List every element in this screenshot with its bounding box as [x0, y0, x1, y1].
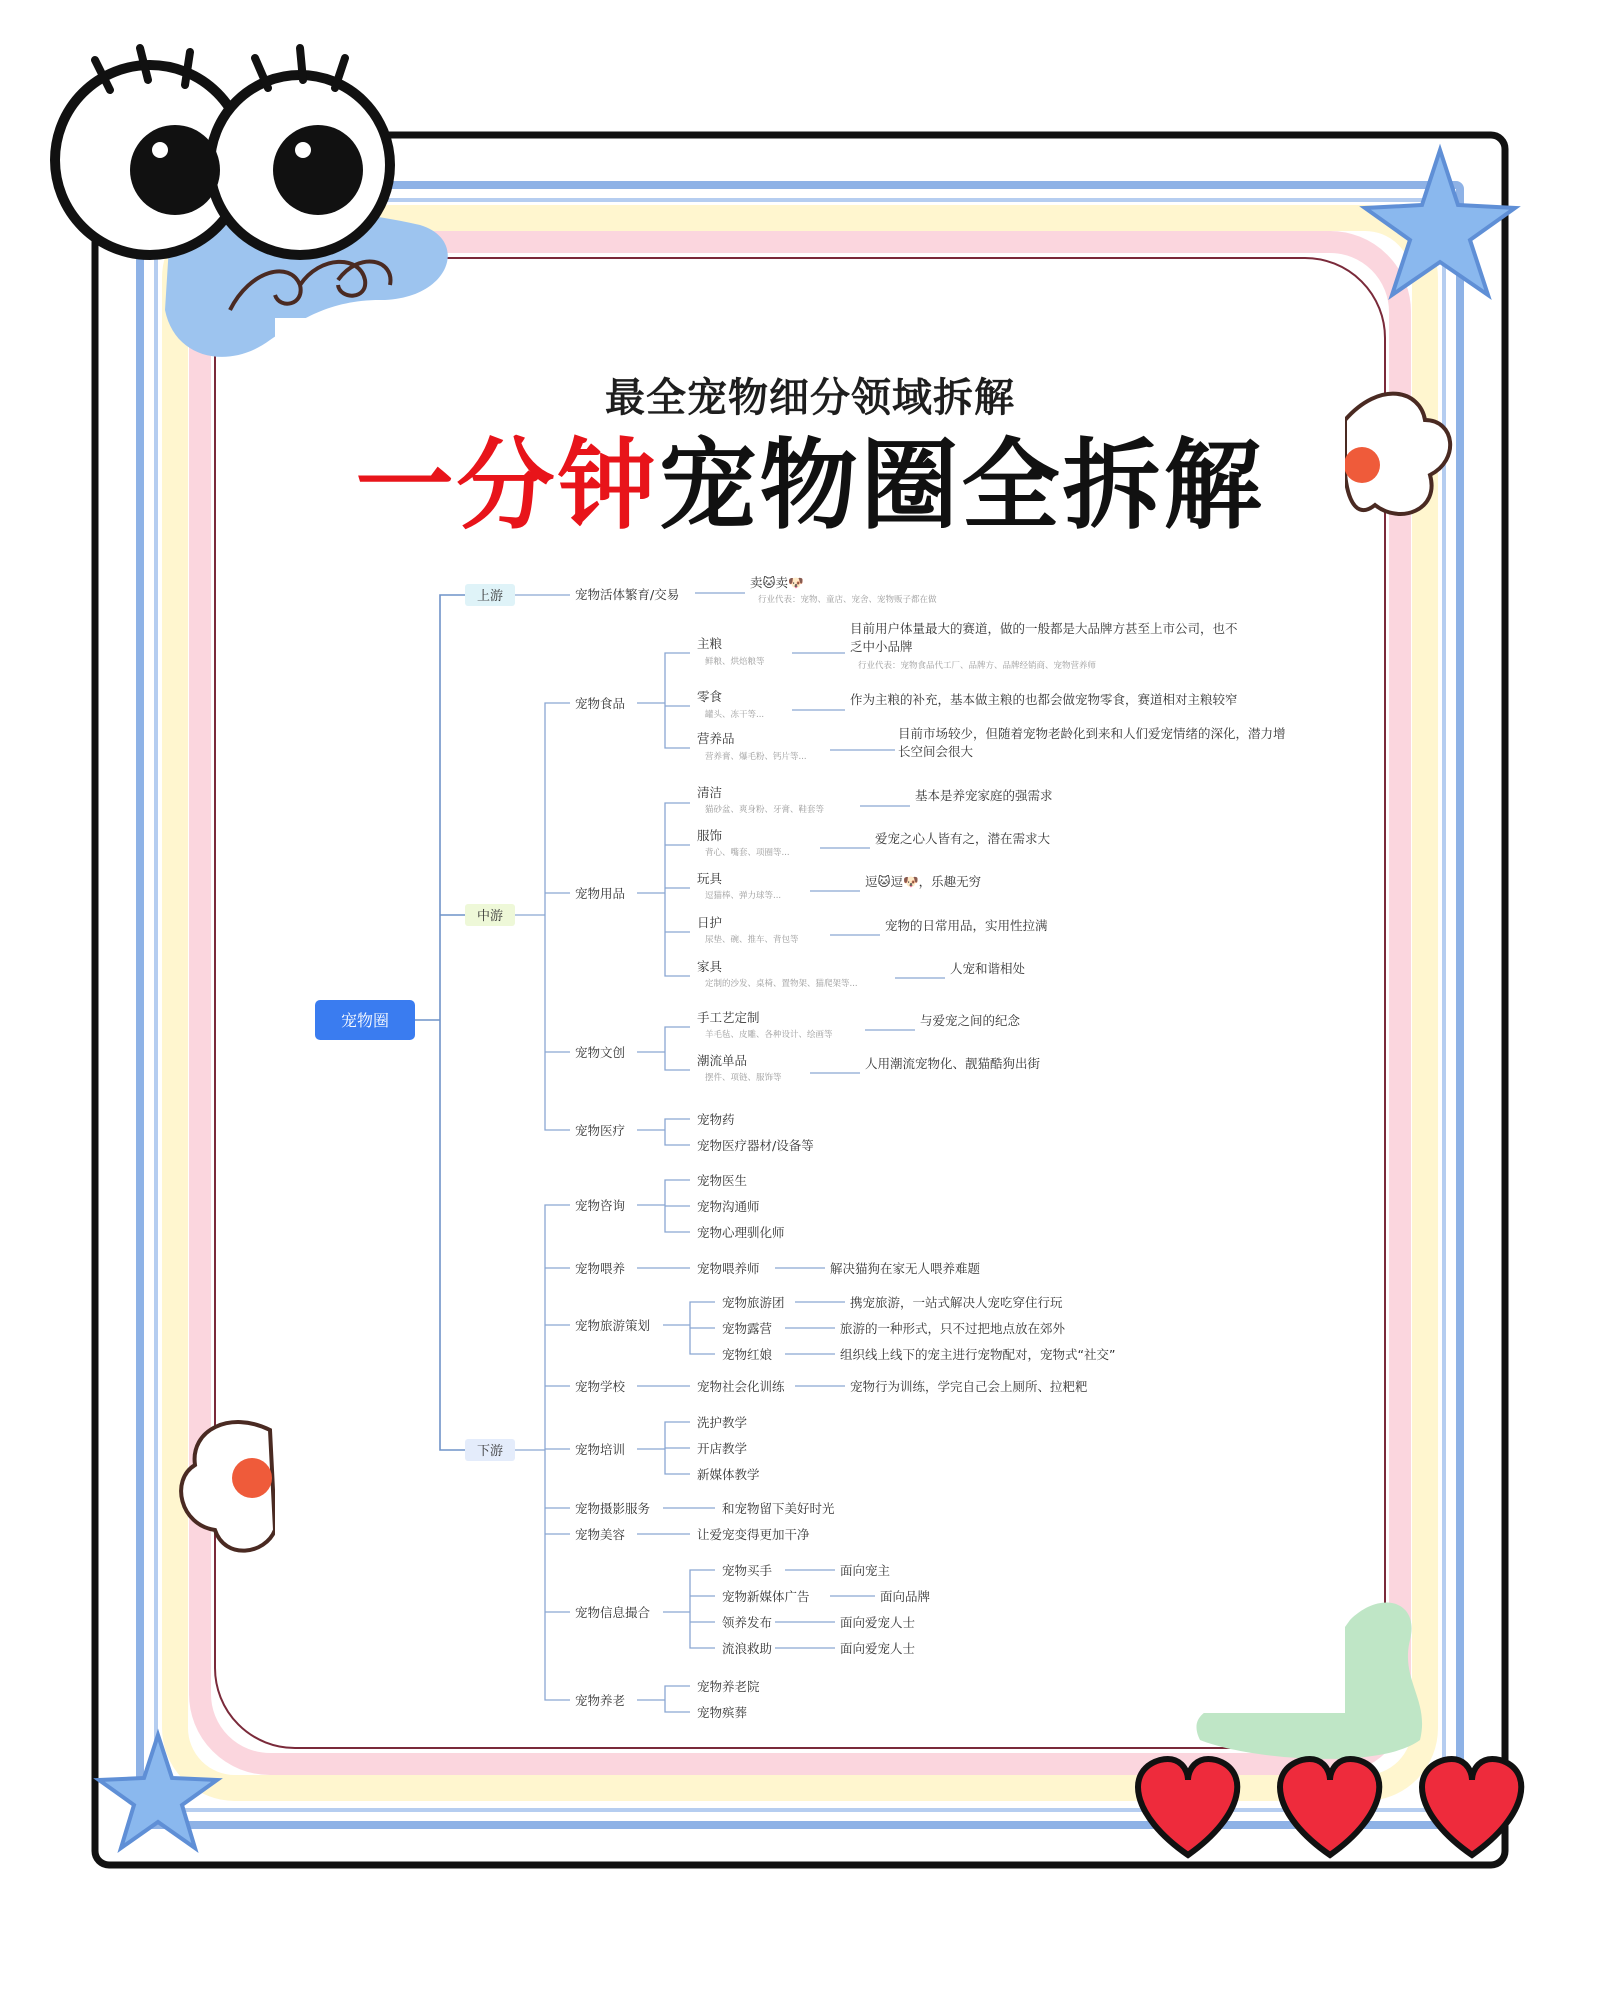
- note-daily-care: 宠物的日常用品，实用性拉满: [885, 918, 1048, 933]
- node-supplies: 宠物用品: [575, 886, 626, 901]
- leaf-new-media-ad: 宠物新媒体广告: [722, 1589, 810, 1604]
- node-beauty: 宠物美容: [575, 1527, 626, 1542]
- sub-trendy: 摆件、项链、服饰等: [705, 1073, 782, 1083]
- sub-furniture: 定制的沙发、桌椅、置物架、猫爬架等...: [705, 979, 858, 989]
- note-snack: 作为主粮的补充，基本做主粮的也都会做宠物零食，赛道相对主粮较窄: [850, 692, 1238, 707]
- node-info: 宠物信息撮合: [575, 1605, 651, 1620]
- note-tour-group: 携宠旅游，一站式解决人宠吃穿住行玩: [850, 1295, 1063, 1310]
- leaf-psychology: 宠物心理驯化师: [697, 1225, 785, 1240]
- leaf-feeder: 宠物喂养师: [697, 1261, 760, 1276]
- node-travel: 宠物旅游策划: [575, 1318, 651, 1333]
- leaf-snack: 零食: [697, 689, 723, 704]
- leaf-buyer: 宠物买手: [722, 1563, 773, 1578]
- midstream-label: 中游: [476, 909, 504, 924]
- note-furniture: 人宠和谐相处: [950, 961, 1026, 976]
- sub-snack: 罐头、冻干等...: [705, 710, 765, 720]
- note-breeding: 卖🐱卖🐶: [750, 575, 804, 590]
- note-supplement: 目前市场较少，但随着宠物老龄化到来和人们爱宠情绪的深化，潜力增: [898, 726, 1286, 741]
- leaf-trendy: 潮流单品: [697, 1053, 748, 1068]
- leaf-media-teaching: 新媒体教学: [697, 1467, 760, 1482]
- note-cleaning: 基本是养宠家庭的强需求: [915, 788, 1053, 803]
- leaf-medicine: 宠物药: [697, 1112, 735, 1127]
- leaf-medical-equipment: 宠物医疗器材/设备等: [697, 1138, 814, 1153]
- node-creative: 宠物文创: [575, 1045, 626, 1060]
- note-buyer: 面向宠主: [840, 1563, 891, 1578]
- leaf-camping: 宠物露营: [722, 1321, 773, 1336]
- sub-handcraft: 羊毛毡、皮雕、各种设计、绘画等: [705, 1030, 833, 1040]
- note-handcraft: 与爱宠之间的纪念: [920, 1013, 1021, 1028]
- leaf-communicator: 宠物沟通师: [697, 1199, 760, 1214]
- leaf-staple: 主粮: [697, 636, 723, 651]
- sub-staple-industry: 行业代表：宠物食品代工厂、品牌方、品牌经销商、宠物营养师: [858, 661, 1097, 671]
- note-supplement-2: 长空间会很大: [898, 744, 974, 759]
- note-clothing: 爱宠之心人皆有之，潜在需求大: [875, 831, 1051, 846]
- note-new-media-ad: 面向品牌: [880, 1589, 931, 1604]
- note-rescue: 面向爱宠人士: [840, 1641, 916, 1656]
- node-food: 宠物食品: [575, 696, 626, 711]
- node-medical: 宠物医疗: [575, 1123, 626, 1138]
- leaf-adoption: 领养发布: [722, 1615, 773, 1630]
- root-label: 宠物圈: [340, 1011, 390, 1030]
- leaf-furniture: 家具: [697, 959, 723, 974]
- node-training: 宠物培训: [575, 1442, 626, 1457]
- leaf-clothing: 服饰: [697, 828, 723, 843]
- sub-breeding: 行业代表：宠物、童店、宠舍、宠物贩子都在做: [758, 595, 937, 605]
- sub-clothing: 背心、嘴套、项圈等...: [705, 848, 790, 858]
- leaf-tour-group: 宠物旅游团: [722, 1295, 785, 1310]
- sub-supplement: 营养膏、爆毛粉、钙片等...: [705, 752, 807, 762]
- note-feeder: 解决猫狗在家无人喂养难题: [830, 1261, 981, 1276]
- leaf-store-teaching: 开店教学: [697, 1441, 748, 1456]
- note-staple-2: 乏中小品牌: [850, 639, 913, 654]
- note-beauty: 让爱宠变得更加干净: [697, 1527, 810, 1542]
- node-photo: 宠物摄影服务: [575, 1501, 651, 1516]
- leaf-funeral: 宠物殡葬: [697, 1705, 748, 1720]
- sub-cleaning: 猫砂盆、爽身粉、牙膏、鞋套等: [705, 805, 825, 815]
- leaf-toys: 玩具: [697, 871, 723, 886]
- note-staple: 目前用户体量最大的赛道，做的一般都是大品牌方甚至上市公司，也不: [850, 621, 1238, 636]
- note-matchmaker: 组织线上线下的宠主进行宠物配对，宠物式“社交”: [840, 1347, 1116, 1362]
- node-consult: 宠物咨询: [575, 1198, 626, 1213]
- sub-toys: 逗猫棒、弹力球等...: [705, 891, 782, 901]
- sub-staple: 鲜粮、烘焙粮等: [705, 657, 765, 667]
- node-school: 宠物学校: [575, 1379, 626, 1394]
- leaf-supplement: 营养品: [697, 731, 735, 746]
- leaf-cleaning: 清洁: [697, 785, 723, 800]
- node-elderly: 宠物养老: [575, 1693, 626, 1708]
- leaf-grooming-teaching: 洗护教学: [697, 1415, 748, 1430]
- downstream-label: 下游: [476, 1444, 504, 1459]
- note-adoption: 面向爱宠人士: [840, 1615, 916, 1630]
- main-title-black: 宠物圈全拆解: [658, 429, 1265, 543]
- note-trendy: 人用潮流宠物化、靓猫酷狗出街: [865, 1056, 1041, 1071]
- leaf-socialization: 宠物社会化训练: [697, 1379, 785, 1394]
- note-photo: 和宠物留下美好时光: [722, 1501, 835, 1516]
- leaf-nursing-home: 宠物养老院: [697, 1679, 760, 1694]
- leaf-handcraft: 手工艺定制: [697, 1010, 760, 1025]
- note-toys: 逗🐱逗🐶，乐趣无穷: [865, 874, 982, 889]
- leaf-daily-care: 日护: [697, 915, 723, 930]
- sub-daily-care: 尿垫、碗、推车、背包等: [705, 935, 799, 945]
- node-feeding: 宠物喂养: [575, 1261, 626, 1276]
- note-socialization: 宠物行为训练，学完自己会上厕所、拉粑粑: [850, 1379, 1088, 1394]
- leaf-vet: 宠物医生: [697, 1173, 748, 1188]
- note-camping: 旅游的一种形式，只不过把地点放在郊外: [840, 1321, 1066, 1336]
- main-title-red: 一分钟: [355, 429, 659, 543]
- node-breeding: 宠物活体繁育/交易: [575, 587, 680, 602]
- upstream-label: 上游: [476, 589, 504, 604]
- subtitle: 最全宠物细分领域拆解: [605, 375, 1015, 421]
- leaf-matchmaker: 宠物红娘: [722, 1347, 773, 1362]
- leaf-rescue: 流浪救助: [722, 1641, 773, 1656]
